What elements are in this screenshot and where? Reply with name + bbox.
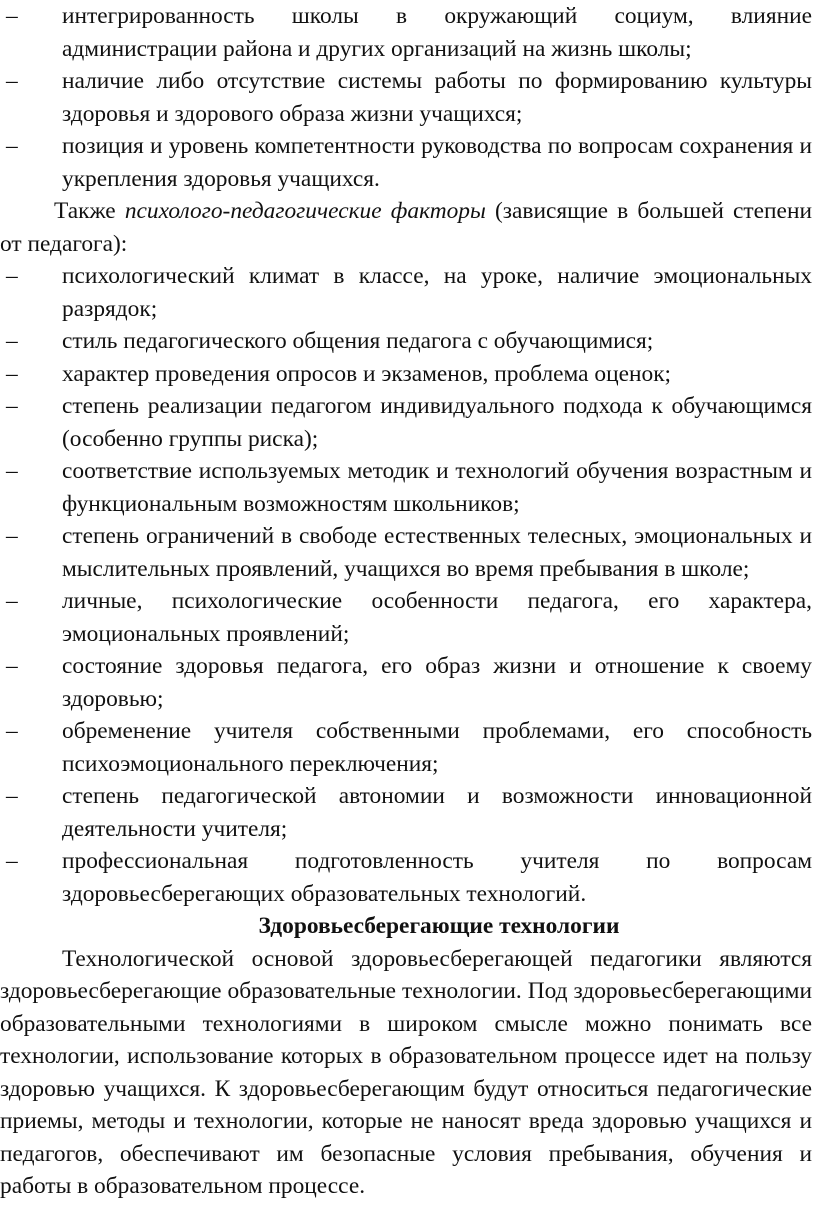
list-item-text: интегрированность школы в окружающий социум, влияние администрации района и других организаций на жизнь школы; bbox=[62, 3, 812, 62]
dash-bullet: – bbox=[6, 523, 18, 549]
dash-bullet: – bbox=[6, 783, 18, 809]
dash-bullet: – bbox=[6, 848, 18, 874]
list-item bbox=[0, 780, 816, 845]
list-item-text: степень педагогической автономии и возможности инновационной деятельности учителя; bbox=[62, 783, 812, 842]
list-item bbox=[0, 260, 816, 325]
dash-bullet: – bbox=[6, 588, 18, 614]
list-item bbox=[0, 325, 816, 358]
list-item bbox=[0, 520, 816, 585]
list-item-text: степень реализации педагогом индивидуального подхода к обучающимся (особенно группы риска); bbox=[62, 393, 812, 452]
dash-bullet: – bbox=[6, 133, 18, 159]
dash-bullet: – bbox=[6, 360, 18, 387]
intro-paragraph bbox=[0, 195, 816, 260]
dash-bullet: – bbox=[6, 3, 18, 29]
section-heading: Здоровьесберегающие технологии bbox=[258, 913, 620, 939]
intro-after: (зависящие в большей степени от педагога): bbox=[0, 198, 812, 257]
list-item-text: стиль педагогического общения педагога с обучающимися; bbox=[62, 328, 654, 354]
list-item-text: обременение учителя собственными проблемами, его способность психоэмоционального переключения; bbox=[62, 718, 812, 777]
list-item bbox=[0, 715, 816, 780]
dash-bullet: – bbox=[6, 263, 18, 289]
dash-bullet: – bbox=[6, 718, 18, 744]
intro-before: Также bbox=[54, 198, 125, 224]
list-item bbox=[0, 130, 816, 195]
list-item-text: наличие либо отсутствие системы работы по формированию культуры здоровья и здорового образа жизни учащихся; bbox=[62, 68, 812, 127]
pedagogical-factors-list bbox=[0, 260, 816, 910]
dash-bullet: – bbox=[6, 68, 18, 94]
list-item-text: характер проведения опросов и экзаменов, проблема оценок; bbox=[62, 360, 672, 387]
list-item bbox=[0, 845, 816, 910]
dash-bullet: – bbox=[6, 328, 18, 354]
list-item-text: психологический климат в классе, на уроке, наличие эмоциональных разрядок; bbox=[62, 263, 812, 322]
list-item-text: соответствие используемых методик и технологий обучения возрастным и функциональным возможностям школьников; bbox=[62, 458, 812, 517]
intro-italic-term: психолого-педагогические факторы bbox=[124, 198, 486, 224]
list-item bbox=[0, 455, 816, 520]
school-factors-list bbox=[0, 0, 816, 195]
dash-bullet: – bbox=[6, 653, 18, 679]
list-item-text: профессиональная подготовленность учителя по вопросам здоровьесберегающих образовательных технологий. bbox=[62, 848, 812, 907]
list-item bbox=[0, 390, 816, 455]
list-item bbox=[0, 65, 816, 130]
list-item-text: личные, психологические особенности педагога, его характера, эмоциональных проявлений; bbox=[62, 588, 812, 647]
list-item bbox=[0, 585, 816, 650]
list-item-text: позиция и уровень компетентности руководства по вопросам сохранения и укрепления здоровья учащихся. bbox=[62, 133, 812, 192]
list-item bbox=[0, 650, 816, 715]
list-item bbox=[0, 358, 816, 391]
list-item bbox=[0, 0, 816, 65]
list-item-text: степень ограничений в свободе естественных телесных, эмоциональных и мыслительных проявлений, учащихся во время пребывания в школе; bbox=[62, 523, 812, 582]
dash-bullet: – bbox=[6, 458, 18, 484]
list-item-text: состояние здоровья педагога, его образ жизни и отношение к своему здоровью; bbox=[62, 653, 812, 712]
dash-bullet: – bbox=[6, 393, 18, 419]
body-paragraph: Технологической основой здоровьесберегающей педагогики являются здоровьесберегающие образовательные технологии. Под здоровьесберегающими образовательными технологиями в широком смысле можно понимать все технологии, использование которых в образовательном процессе идет на пользу здоровью учащихся. К здоровьесберегающим будут относиться педагогические приемы, методы и технологии, которые не наносят вреда здоровью учащихся и педагогов, обеспечивают им безопасные условия пребывания, обучения и работы в образовательном процессе. bbox=[0, 945, 812, 1199]
